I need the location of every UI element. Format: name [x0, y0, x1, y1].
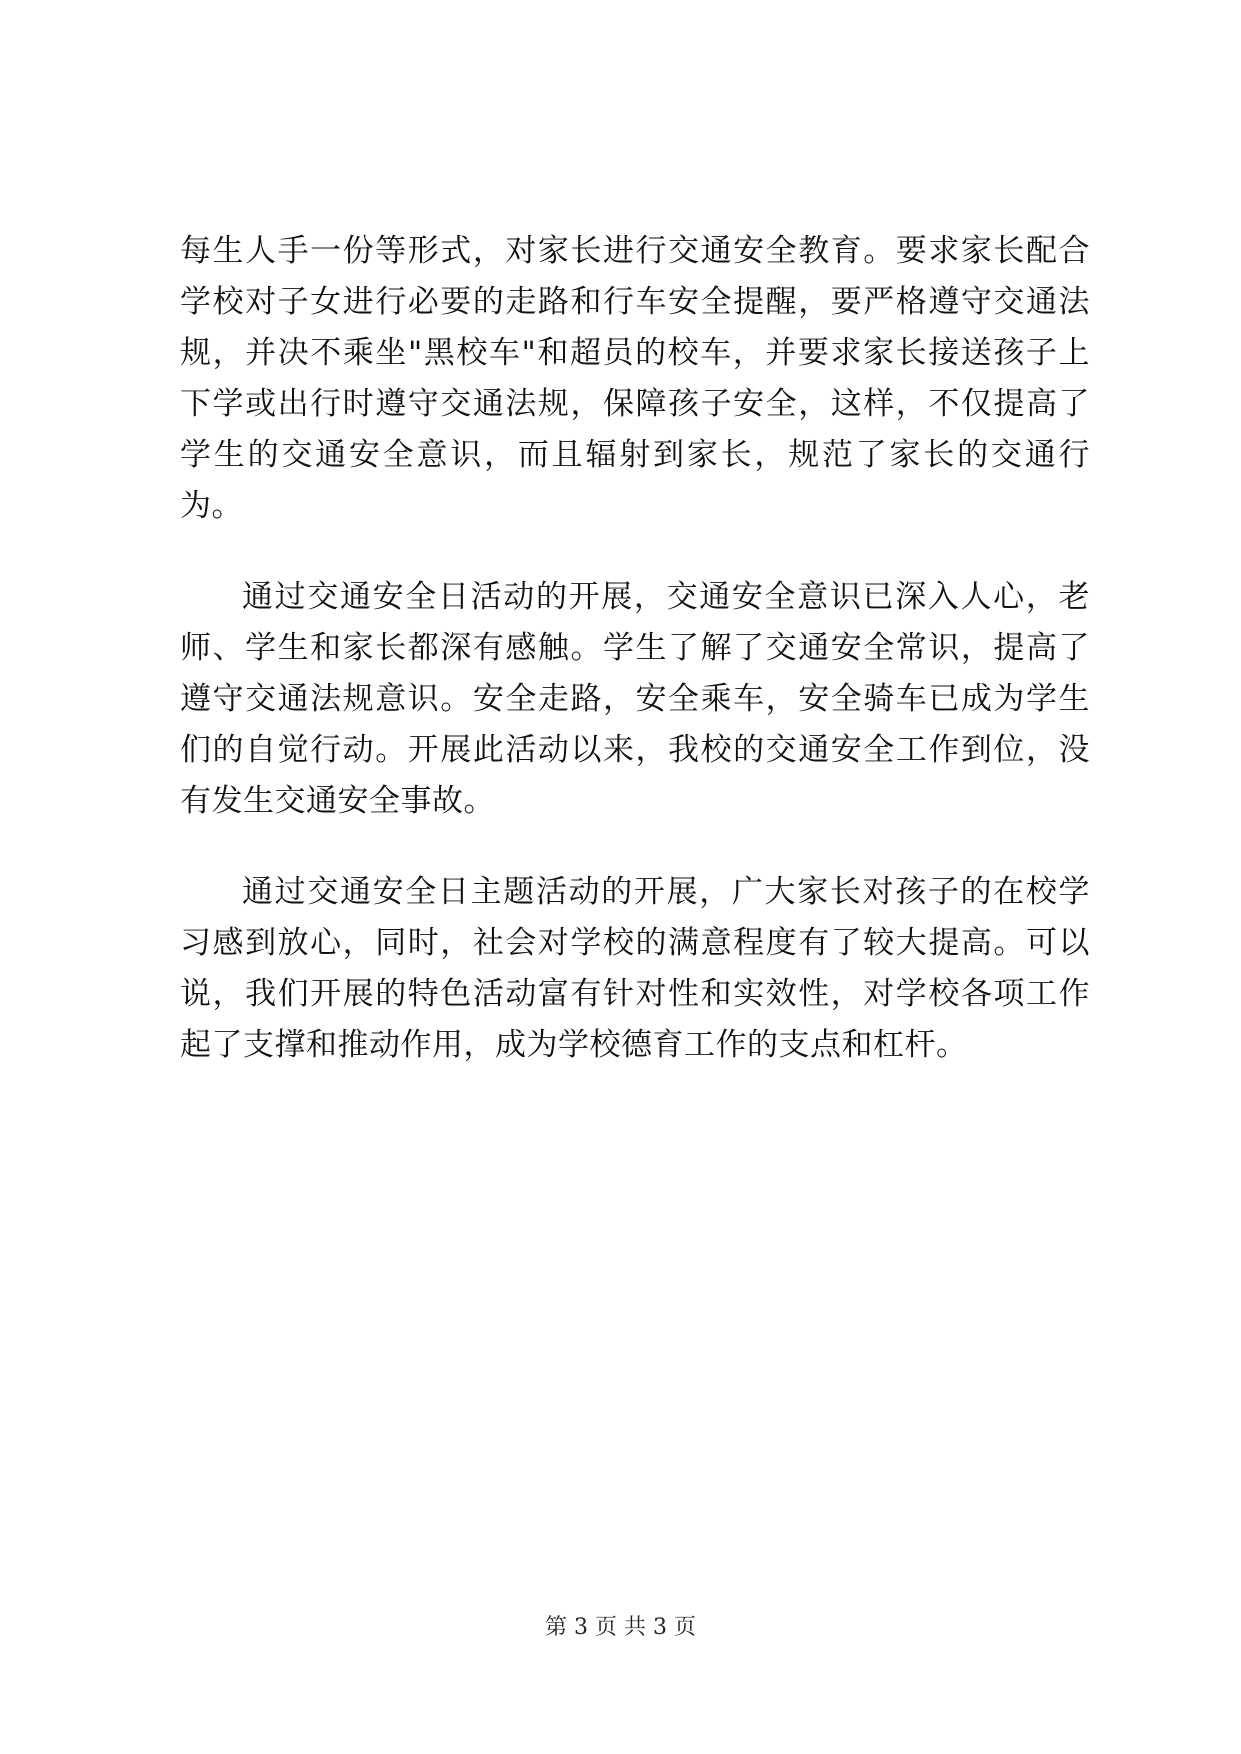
paragraph-continuation: 每生人手一份等形式，对家长进行交通安全教育。要求家长配合学校对子女进行必要的走路和行车安全提醒，要严格遵守交通法规，并决不乘坐"黑校车"和超员的校车，并要求家长接送孩子上下学或出行时遵守交通法规，保障孩子安全，这样，不仅提高了学生的交通安全意识，而且辐射到家长，规范了家长的交通行为。	[180, 233, 1090, 524]
paragraph-conclusion: 通过交通安全日主题活动的开展，广大家长对孩子的在校学习感到放心，同时，社会对学校的满意程度有了较大提高。可以说，我们开展的特色活动富有针对性和实效性，对学校各项工作起了支撑和推动作用，成为学校德育工作的支点和杠杆。	[180, 874, 1090, 1063]
paragraph-gap	[180, 827, 1090, 867]
paragraph-activity-results: 通过交通安全日活动的开展，交通安全意识已深入人心，老师、学生和家长都深有感触。学生了解了交通安全常识，提高了遵守交通法规意识。安全走路，安全乘车，安全骑车已成为学生们的自觉行动。开展此活动以来，我校的交通安全工作到位，没有发生交通安全事故。	[180, 579, 1090, 819]
paragraph-gap	[180, 532, 1090, 572]
document-body	[180, 226, 1090, 1071]
page-number-footer: 第 3 页 共 3 页	[545, 1615, 696, 1640]
